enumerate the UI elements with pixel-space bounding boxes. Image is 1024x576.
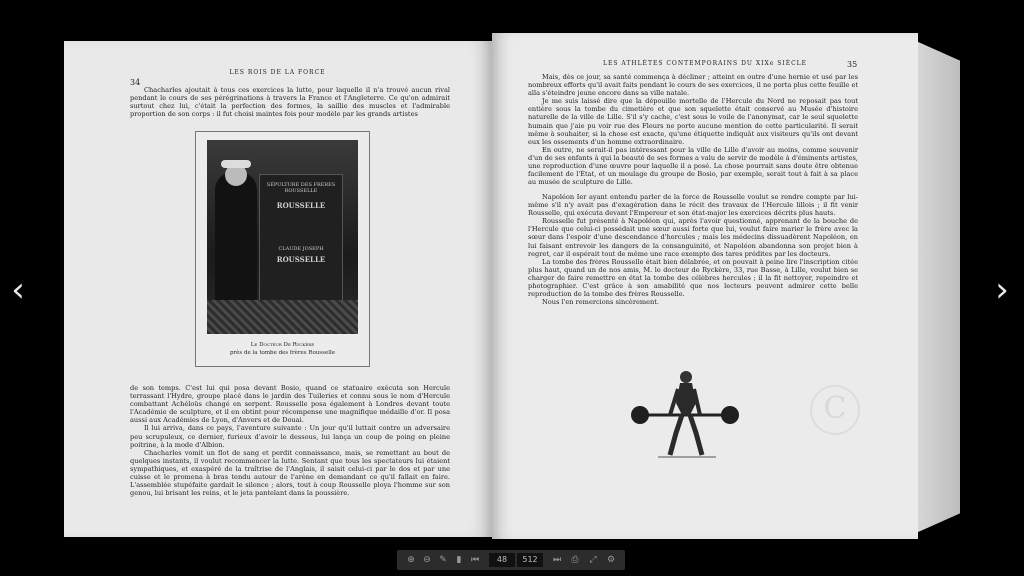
left-page[interactable] bbox=[64, 41, 492, 537]
next-page-arrow-icon[interactable]: › bbox=[995, 270, 1009, 310]
zoom-out-icon[interactable]: ⊖ bbox=[423, 555, 431, 565]
edit-icon[interactable]: ✎ bbox=[439, 555, 447, 565]
foliage bbox=[207, 300, 358, 334]
tomb-photo bbox=[207, 140, 358, 334]
viewer-toolbar bbox=[397, 550, 625, 570]
right-running-head: LES ATHLÈTES CONTEMPORAINS DU XIXe SIÈCLE bbox=[602, 60, 808, 67]
total-pages-label: 512 bbox=[517, 553, 543, 567]
zoom-in-icon[interactable]: ⊕ bbox=[407, 555, 415, 565]
print-icon[interactable]: ⎙ bbox=[571, 555, 579, 565]
photo-caption-title: Le Docteur De Ryckère bbox=[250, 342, 315, 348]
right-page[interactable] bbox=[492, 33, 918, 539]
photo-caption-subtitle: près de la tombe des frères Rousselle bbox=[230, 350, 335, 356]
tomb-photo-figure bbox=[195, 131, 370, 367]
left-running-head: LES ROIS DE LA FORCE bbox=[229, 69, 326, 76]
page-stack-edge bbox=[916, 41, 960, 533]
left-paragraph-1: Chacharles ajoutait à tous ces exercices la lutte, pour laquelle il n'a trouvé aucun rival pendant le cours de ses pérégrinations à travers la France et l'Angleterre. Ce qu'on admirait surtout chez lui, c'était la perfection des formes, la saillie des muscles et l'admirable proportion de son corps : il fut choisi maintes fois pour modèle par les grands artistes bbox=[130, 86, 450, 119]
tombstone: SÉPULTURE DES FRÈRES ROUSSELLE ROUSSELLE CLAUDE JOSEPH ROUSSELLE bbox=[259, 174, 343, 316]
right-text-block-2: Napoléon Ier ayant entendu parler de la force de Rousselle voulut se rendre compte par lui-même s'il n'y avait pas d'exagération dans le récit des travaux de l'Hercule lillois ; il fit venir Rousselle, qui exécuta devant l'Empereur et son état-major les exercices décrits plus hauts. Rousselle fut présenté à Napoléon qui, après l'avoir questionné, apprenant de la bouche de l'Hercule que celui-ci possédait une sœur aussi forte que lui, voulut faire marier le frère avec la sœur dans l'espoir d'une descendance d'hercules ; mais les médecins dissuadèrent Napoléon, en lui faisant entrevoir les dangers de la consanguinité, et Napoléon abandonna son projet bien à regret, car il espérait tout de même une race exempte des tares prédites par les docteurs. La tombe des frères Rousselle était bien délabrée, et on pouvait à peine lire l'inscription citée plus haut, quand un de nos amis, M. le docteur de Ryckère, 33, rue Basse, à Lille, voulut bien se charger de faire remettre en état la tombe des célèbres hercules ; il la fit nettoyer, repeindre et photographier. C'est grâce à son amabilité que nos lecteurs peuvent admirer cette belle reproduction de la tombe des frères Rousselle. Nous l'en remercions sincèrement. bbox=[528, 193, 858, 307]
book-viewer bbox=[64, 33, 960, 539]
strongman-illustration bbox=[630, 363, 740, 463]
left-page-number: 34 bbox=[130, 78, 141, 87]
previous-page-arrow-icon[interactable]: ‹ bbox=[11, 270, 25, 310]
man-hat bbox=[221, 160, 251, 168]
library-watermark-icon: C bbox=[810, 385, 860, 435]
left-paragraph-2: de son temps. C'est lui qui posa devant Bosio, quand ce statuaire exécuta son Hercule terrassant l'Hydre, groupe placé dans le jardin des Tuileries et connu sous le nom d'Hercule combattant Achéloüs changé en serpent. Rousselle posa également à Londres devant toute l'Académie de sculpture, et il en obtint pour récompense une magnifique médaille d'or. Il posa aussi aux Académies de Lyon, d'Anvers et de Douai. Il lui arriva, dans ce pays, l'aventure suivante : Un jour qu'il luttait contre un adversaire peu scrupuleux, ce dernier, furieux d'avoir le dessous, lui lança un coup de poing en pleine poitrine, à la mode d'Albion. Chacharles vomit un flot de sang et perdit connaissance, mais, se remettant au bout de quelques instants, il voulut recommencer la lutte. Sentant que tous les spectateurs lui étaient sympathiques, et exaspéré de la traîtrise de l'Anglais, il saisit celui-ci par le dos et par une cuisse et le promena à bras tendu autour de l'arène en demandant ce qu'il fallait en faire. L'assemblée stupéfaite gardait le silence ; alors, tout à coup Rousselle ploya l'homme sur son genou, lui brisant les reins, et le jeta pantelant dans la poussière. bbox=[130, 384, 450, 498]
right-text-block-1: Mais, dès ce jour, sa santé commença à décliner ; atteint en outre d'une hernie et usé par les nombreux efforts qu'il avait faits pendant le cours de ses exercices, il ne porta plus cette feuille et alla s'éteindre jeune encore dans sa ville natale. Je me suis laissé dire que la dépouille mortelle de l'Hercule du Nord ne reposait pas tout entière sous la tombe du cimetière et que son squelette était conservé au Musée d'histoire naturelle de la ville de Lille. S'il s'y cache, c'est sous le voile de l'anonymat, car le seul squelette humain que j'aie pu voir rue des Fleurs ne porte aucune mention de cette particularité. Il serait même à souhaiter, si la chose est exacte, qu'une étiquette indiquât aux visiteurs qu'ils ont devant eux les ossements d'un homme extraordinaire. En outre, ne serait-il pas intéressant pour la ville de Lille d'avoir au moins, comme souvenir d'un de ses enfants à qui la beauté de ses formes a valu de servir de modèle à d'éminents artistes, une reproduction d'une œuvre pour laquelle il a posé. La chose pourrait sans doute être obtenue facilement de l'État, et un moulage du groupe de Bosio, par exemple, serait tout à fait à sa place au musée de sculpture de Lille. bbox=[528, 73, 858, 187]
settings-gear-icon[interactable]: ⚙ bbox=[606, 555, 616, 565]
first-page-icon[interactable]: ⏮ bbox=[470, 555, 480, 565]
current-page-field[interactable]: 48 bbox=[489, 553, 515, 567]
right-page-number: 35 bbox=[847, 60, 858, 69]
bookmark-icon[interactable]: ▮ bbox=[456, 555, 462, 565]
last-page-icon[interactable]: ⏭ bbox=[552, 555, 562, 565]
fullscreen-icon[interactable]: ⤢ bbox=[589, 555, 597, 565]
